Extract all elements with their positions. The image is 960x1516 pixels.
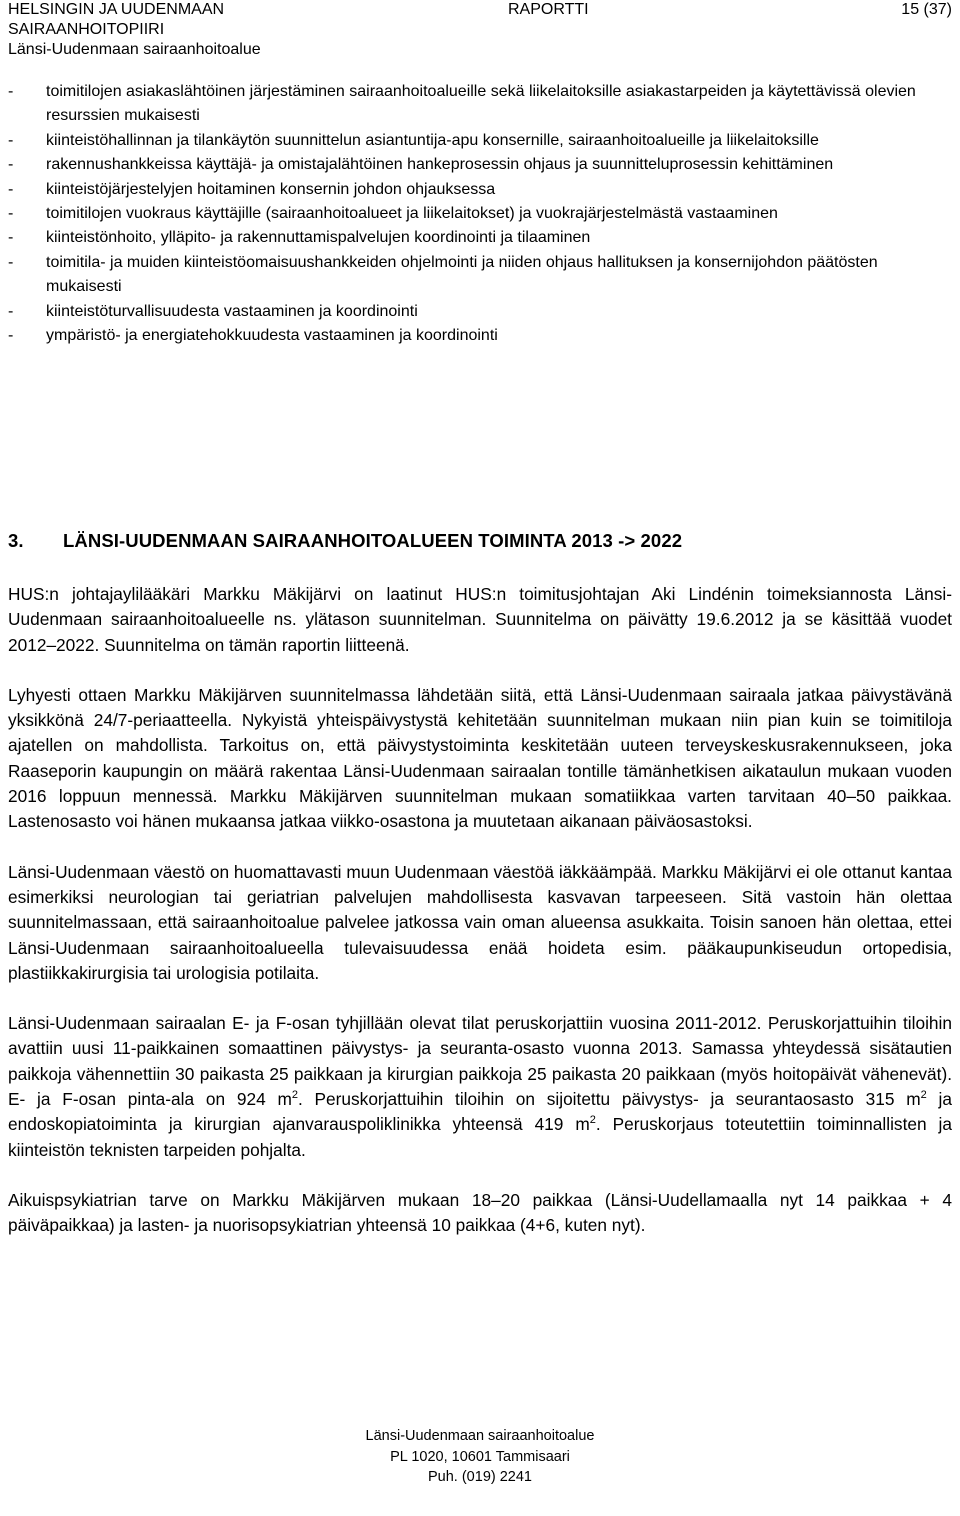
list-item: - toimitilojen vuokraus käyttäjille (sairaanhoitoalueet ja liikelaitokset) ja vuokrajärjestelmästä vastaaminen	[8, 205, 778, 223]
header-doc-type: RAPORTTI	[508, 1, 589, 18]
paragraph: Länsi-Uudenmaan väestö on huomattavasti muun Uudenmaan väestöä iäkkäämpää. Markku Mäkijärvi ei ole ottanut kantaa esimerkiksi neurologian tai geriatrian palvelujen mahdollisesta kasvavan tarpeeseen. Sitä vastoin hän olettaa suunnitelmassaan, että sairaanhoitoalue palvelee jatkossa vain oman alueensa asukkaita. Toisin sanoen hän olettaa, ettei Länsi-Uudenmaan sairaanhoitoalueella tulevaisuudessa enää hoideta esim. pääkaupunkiseudun ortopedisia, plastiikkakirurgisia tai urologisia potilaita.	[8, 861, 952, 983]
section-number: 3.	[8, 530, 24, 551]
page-header	[8, 0, 952, 60]
header-org-line3: Länsi-Uudenmaan sairaanhoitoalue	[8, 41, 261, 58]
list-item: - rakennushankkeissa käyttäjä- ja omistajalähtöinen hankeprosessin ohjaus ja suunnitteluprosessin kehittäminen	[8, 156, 834, 174]
section-title: LÄNSI-UUDENMAAN SAIRAANHOITOALUEEN TOIMINTA 2013 -> 2022	[63, 530, 683, 551]
header-org-line2: SAIRAANHOITOPIIRI	[8, 21, 165, 38]
page-footer	[0, 1426, 960, 1488]
list-item: - kiinteistöhallinnan ja tilankäytön suunnittelun asiantuntija-apu konsernille, sairaanhoitoalueille ja liikelaitoksille	[8, 131, 819, 149]
footer-address: PL 1020, 10601 Tammisaari	[390, 1448, 570, 1465]
paragraph: Lyhyesti ottaen Markku Mäkijärven suunnitelmassa lähdetään siitä, että Länsi-Uudenmaan sairaala jatkaa päivystävänä yksikkönä 24/7-periaatteella. Nykyistä yhteispäivystystä kehitetään suunnitelman mukaan niin pian kuin se toimitiloja ajatellen on mahdollista. Tarkoitus on, että päivystystoiminta keskitetään uuteen terveyskeskusrakennukseen, joka Raaseporin kaupungin on määrä rakentaa Länsi-Uudenmaan sairaalan tontille tämänhetkisen aikataulun mukaan vuoden 2016 loppuun mennessä. Markku Mäkijärven suunnitelman mukaan somatiikkaa varten tarvitaan 40–50 paikkaa. Lastenosasto voi hänen mukaansa jatkaa viikko-osastona ja muutetaan aikanaan päiväosastoksi.	[8, 684, 952, 832]
list-item: - kiinteistöjärjestelyjen hoitaminen konsernin johdon ohjauksessa	[8, 180, 496, 198]
list-item: - toimitila- ja muiden kiinteistöomaisuushankkeiden ohjelmointi ja niiden ohjaus hallituksen ja konsernijohdon päätösten mukaisesti	[8, 253, 878, 296]
footer-org: Länsi-Uudenmaan sairaanhoitoalue	[365, 1428, 595, 1444]
list-item: - ympäristö- ja energiatehokkuudesta vastaaminen ja koordinointi	[8, 327, 498, 345]
header-page-number: 15 (37)	[901, 1, 952, 18]
list-item: - toimitilojen asiakaslähtöinen järjestäminen sairaanhoitoalueille sekä liikelaitoksille asiakastarpeiden ja käytettävissä olevien resurssien mukaisesti	[8, 83, 916, 125]
paragraph: Länsi-Uudenmaan sairaalan E- ja F-osan tyhjillään olevat tilat peruskorjattiin vuosina 2011-2012. Peruskorjattuihin tiloihin avattiin uusi 11-paikkainen somaattinen päivystys- ja seuranta-osasto vuonna 2013. Samassa yhteydessä sisätautien paikkoja vähennettiin 30 paikasta 25 paikkaan ja kirurgian paikkoja 25 paikasta 20 paikkaan (myös hoitopäivät vähenevät). E- ja F-osan pinta-ala on 924 $m^2$. Peruskorjattuihin tiloihin on sijoitettu päivystys- ja seurantaosasto 315 $m^2$ ja endoskopiatoiminta ja kirurgian ajanvarauspoliklinikka yhteensä 419 $m^2$. Peruskorjaus toteutettiin toiminnallisten ja kiinteistön teknisten tarpeiden pohjalta.	[8, 1013, 952, 1160]
task-bullet-list	[8, 80, 938, 348]
paragraph: HUS:n johtajaylilääkäri Markku Mäkijärvi on laatinut HUS:n toimitusjohtajan Aki Lindénin toimeksiannosta Länsi-Uudenmaan sairaanhoitoalueelle ns. ylätason suunnitelman. Suunnitelma on päivätty 19.6.2012 ja se käsittää vuodet 2012–2022. Suunnitelma on tämän raportin liitteenä.	[8, 584, 952, 655]
section-heading	[8, 530, 682, 552]
footer-phone: Puh. (019) 2241	[428, 1469, 532, 1485]
body-text	[8, 582, 952, 1264]
list-item: - kiinteistöturvallisuudesta vastaaminen ja koordinointi	[8, 302, 418, 320]
paragraph: Aikuispsykiatrian tarve on Markku Mäkijärven mukaan 18–20 paikkaa (Länsi-Uudellamaalla nyt 14 paikkaa + 4 päiväpaikkaa) ja lasten- ja nuorisopsykiatrian yhteensä 10 paikkaa (4+6, kuten nyt).	[8, 1189, 952, 1236]
list-item: - kiinteistönhoito, ylläpito- ja rakennuttamispalvelujen koordinointi ja tilaaminen	[8, 229, 591, 247]
header-org-line1: HELSINGIN JA UUDENMAAN	[8, 1, 225, 18]
